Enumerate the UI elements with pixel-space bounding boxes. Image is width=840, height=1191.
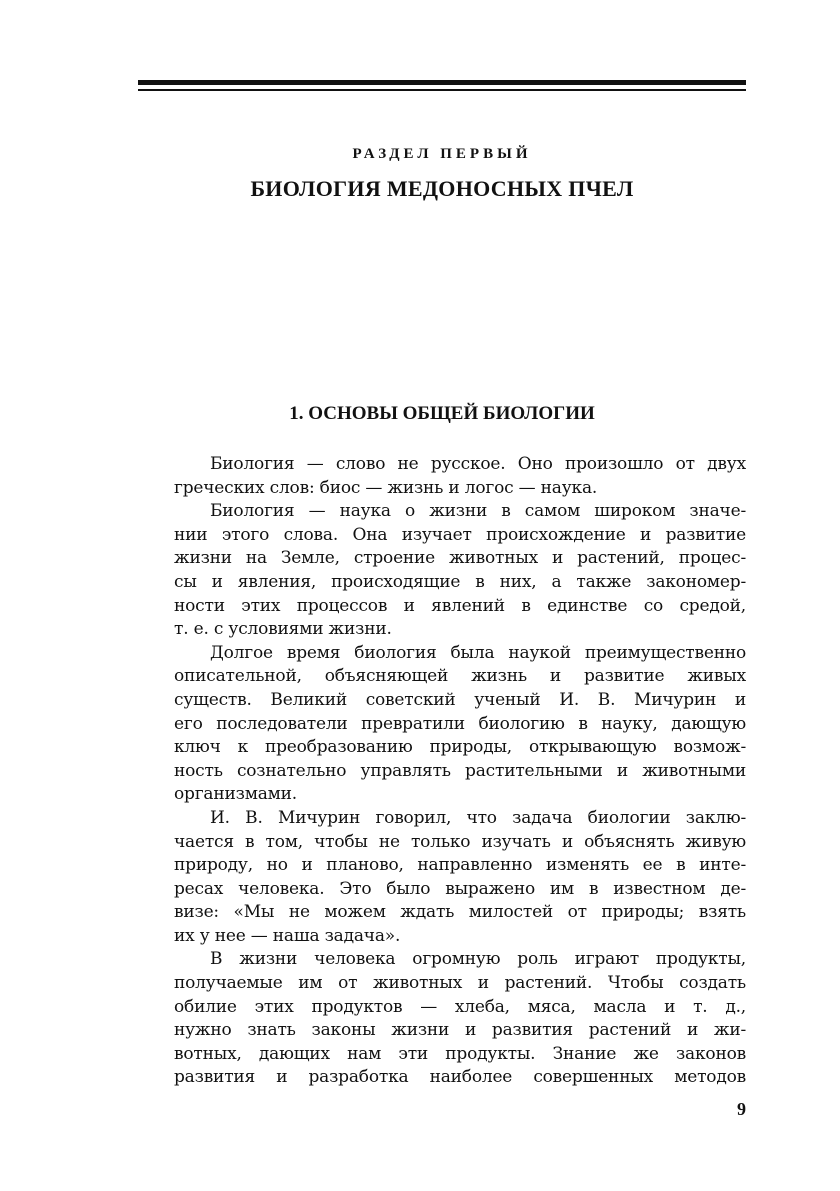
text-line: ключ к преобразованию природы, открывающую возмож- [174,737,746,758]
body-text [138,453,746,1090]
chapter-title: 1. ОСНОВЫ ОБЩЕЙ БИОЛОГИИ [289,403,595,424]
text-line: чается в том, чтобы не только изучать и объяснять живую [174,831,746,852]
section-title: БИОЛОГИЯ МЕДОНОСНЫХ ПЧЕЛ [250,176,634,201]
text-line: сы и явления, происходящие в них, а также закономер- [174,571,746,592]
paragraph [138,807,746,949]
text-line: вотных, дающих нам эти продукты. Знание же законов [174,1043,746,1064]
text-line: И. В. Мичурин говорил, что задача биологии заклю- [210,807,746,828]
text-line: Долгое время биология была наукой преимущественно [210,642,746,663]
text-line: Биология — наука о жизни в самом широком значе- [210,501,746,522]
text-line: Биология — слово не русское. Оно произошло от двух [210,454,746,474]
text-line: их у нее — наша задача». [174,925,401,946]
text-line: развития и разработка наиболее совершенных методов [174,1067,746,1088]
text-line: существ. Великий советский ученый И. В. Мичурин и [174,689,746,710]
text-line: нии этого слова. Она изучает происхождение и развитие [174,524,746,545]
text-line: обилие этих продуктов — хлеба, мяса, масла и т. д., [174,996,746,1017]
text-line: организмами. [174,784,298,805]
paragraph [138,642,746,807]
text-line: природу, но и планово, направленно изменять ее в инте- [174,855,746,876]
header-rule-thick [138,80,746,85]
header-rule-thin [138,89,746,91]
text-line: т. е. с условиями жизни. [174,619,392,640]
text-line: В жизни человека огромную роль играют продукты, [210,949,746,970]
text-line: ность сознательно управлять растительными и животными [174,760,746,781]
text-line: ности этих процессов и явлений в единстве со средой, [174,595,746,616]
text-line: греческих слов: биос — жизнь и логос — наука. [174,477,598,498]
text-line: ресах человека. Это было выражено им в известном де- [174,878,746,899]
text-line: его последователи превратили биологию в науку, дающую [174,713,746,734]
section-label: РАЗДЕЛ ПЕРВЫЙ [352,146,532,162]
paragraph [138,948,746,1090]
text-line: жизни на Земле, строение животных и растений, процес- [174,548,746,569]
paragraph [138,453,746,500]
text-line: получаемые им от животных и растений. Чтобы создать [174,973,746,994]
text-line: описательной, объясняющей жизнь и развитие живых [174,666,746,687]
paragraph [138,500,746,642]
page-number: 9 [737,1099,746,1119]
text-line: визе: «Мы не можем ждать милостей от природы; взять [174,902,746,923]
text-line: нужно знать законы жизни и развития растений и жи- [174,1020,746,1041]
